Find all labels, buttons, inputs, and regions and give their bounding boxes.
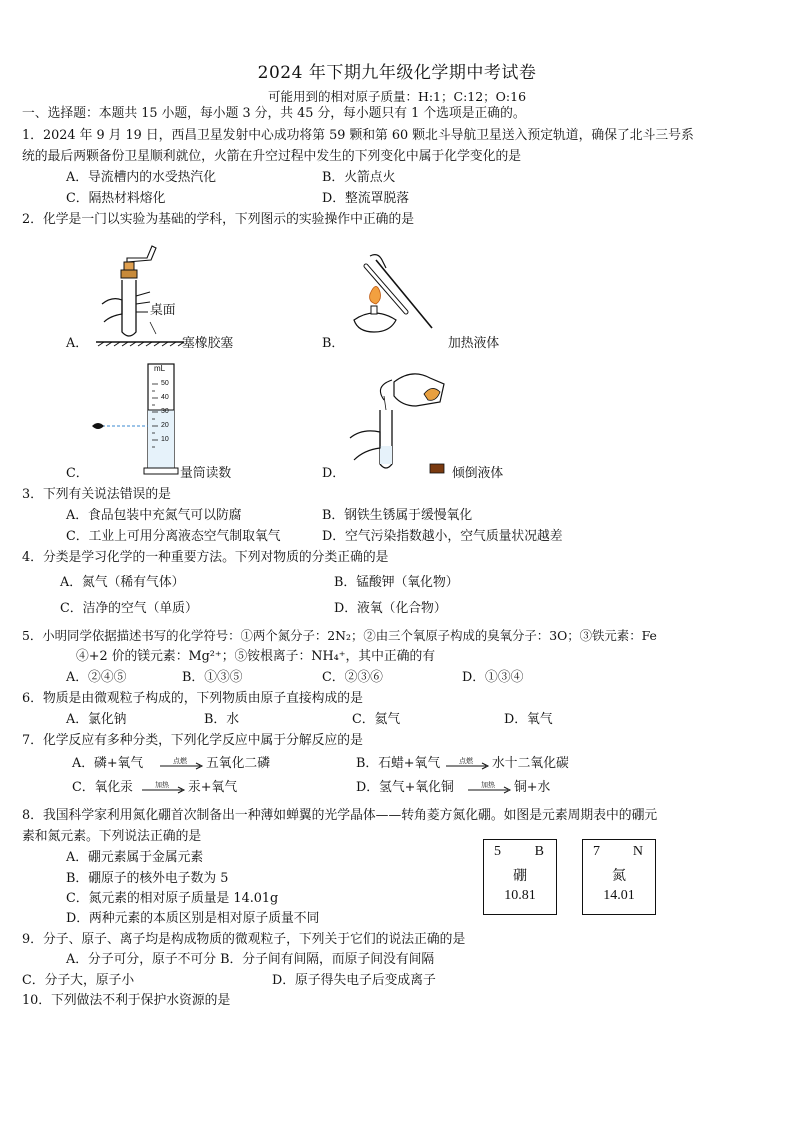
q5-option-a: A．②④⑤: [66, 670, 127, 685]
boron-atomic-number: 5: [494, 844, 501, 859]
section-heading: 一、选择题：本题共 15 小题，每小题 3 分，共 45 分，每小题只有 1 个选项是正确的。: [22, 106, 526, 121]
q8-option-a: A．硼元素属于金属元素: [66, 850, 204, 865]
q6-option-d: D．氧气: [504, 712, 553, 727]
q7-option-d-right: 铜+水: [514, 780, 551, 795]
q1-option-a: A．导流槽内的水受热汽化: [66, 170, 217, 185]
q7-a-condition: 点燃: [173, 757, 187, 765]
stopper-tube-illustration: [94, 236, 184, 346]
q1-option-c: C．隔热材料熔化: [66, 191, 166, 206]
q3-option-d: D．空气污染指数越小，空气质量状况越差: [322, 529, 563, 544]
q3-stem: 3．下列有关说法错误的是: [22, 487, 171, 502]
q4-option-a: A．氮气（稀有气体）: [60, 575, 185, 590]
cylinder-tick-30: 30: [161, 408, 169, 415]
pouring-liquid-illustration: [344, 366, 454, 478]
cylinder-tick-20: 20: [161, 422, 169, 429]
q7-stem: 7．化学反应有多种分类，下列化学反应中属于分解反应的是: [22, 733, 363, 748]
q8-option-b: B．硼原子的核外电子数为 5: [66, 871, 229, 886]
q5-option-b: B．①③⑤: [182, 670, 243, 685]
q2-option-c-letter: C．: [66, 466, 89, 481]
q6-option-b: B．水: [204, 712, 239, 727]
q4-option-d: D．液氧（化合物）: [334, 601, 447, 616]
q7-b-arrow: [444, 756, 490, 772]
nitrogen-atomic-mass: 14.01: [603, 888, 635, 903]
q2-option-d-letter: D．: [322, 466, 346, 481]
cylinder-tick-10: 10: [161, 436, 169, 443]
q7-option-b-left: B．石蜡+氧气: [356, 756, 441, 771]
desk-label: 桌面: [150, 303, 176, 318]
q4-option-b: B．锰酸钾（氧化物）: [334, 575, 459, 590]
cylinder-tick-50: 50: [161, 380, 169, 387]
heating-liquid-illustration: [340, 236, 450, 346]
q7-d-condition: 加热: [481, 781, 495, 789]
q7-d-arrow: [466, 780, 512, 796]
boron-atomic-mass: 10.81: [504, 888, 536, 903]
nitrogen-symbol: N: [632, 844, 643, 859]
q3-option-a: A．食品包装中充氮气可以防腐: [66, 508, 242, 523]
q8-stem-line1: 8．我国科学家利用氮化硼首次制备出一种薄如蝉翼的光学晶体——转角菱方氮化硼。如图是元素周期表中的硼元: [22, 808, 658, 823]
boron-element-card: [483, 839, 557, 915]
nitrogen-element-card: [582, 839, 656, 915]
q4-option-c: C．洁净的空气（单质）: [60, 601, 198, 616]
q2-option-a-letter: A．: [66, 336, 89, 351]
q8-option-c: C．氮元素的相对原子质量是 14.01g: [66, 891, 279, 906]
q9-stem: 9．分子、原子、离子均是构成物质的微观粒子，下列关于它们的说法正确的是: [22, 932, 466, 947]
q1-option-b: B．火箭点火: [322, 170, 396, 185]
q7-option-a-right: 五氧化二磷: [206, 756, 270, 771]
q2-stem: 2．化学是一门以实验为基础的学科，下列图示的实验操作中正确的是: [22, 212, 415, 227]
page-title: 2024 年下期九年级化学期中考试卷: [257, 63, 537, 83]
q4-stem: 4．分类是学习化学的一种重要方法。下列对物质的分类正确的是: [22, 550, 389, 565]
q1-stem-line2: 统的最后两颗备份卫星顺利就位，火箭在升空过程中发生的下列变化中属于化学变化的是: [22, 149, 522, 164]
q7-c-condition: 加热: [155, 781, 169, 789]
q9-option-ab: A．分子可分，原子不可分 B．分子间有间隔，而原子间没有间隔: [66, 952, 435, 967]
cylinder-reading-illustration: [90, 360, 182, 478]
q5-stem-line1: 5．小明同学依据描述书写的化学符号：①两个氮分子：2N₂；②由三个氧原子构成的臭氧分子：3O；③铁元素：Fe: [22, 628, 657, 643]
boron-name: 硼: [513, 869, 527, 884]
cylinder-unit: mL: [154, 364, 166, 373]
q7-option-b-right: 水十二氧化碳: [492, 756, 569, 771]
q10-stem: 10．下列做法不利于保护水资源的是: [22, 993, 231, 1008]
q6-option-c: C．氦气: [352, 712, 401, 727]
q5-option-d: D．①③④: [462, 670, 524, 685]
q3-option-b: B．钢铁生锈属于缓慢氧化: [322, 508, 473, 523]
q1-stem-line1: 1．2024 年 9 月 19 日，西昌卫星发射中心成功将第 59 颗和第 60 颗北斗导航卫星送入预定轨道，确保了北斗三号系: [22, 128, 694, 143]
q2-option-c-label: 量筒读数: [180, 466, 232, 481]
cylinder-tick-40: 40: [161, 394, 169, 401]
q5-option-c: C．②③⑥: [322, 670, 383, 685]
q7-option-d-left: D．氢气+氧化铜: [356, 780, 454, 795]
nitrogen-name: 氮: [612, 869, 626, 884]
q2-option-d-label: 倾倒液体: [452, 466, 504, 481]
nitrogen-atomic-number: 7: [593, 844, 600, 859]
q7-option-c-left: C．氧化汞: [72, 780, 133, 795]
q7-b-condition: 点燃: [459, 757, 473, 765]
q7-option-a-left: A．磷+氧气: [72, 756, 144, 771]
q1-option-d: D．整流罩脱落: [322, 191, 410, 206]
q2-option-b-letter: B．: [322, 336, 345, 351]
q7-option-c-right: 汞+氧气: [188, 780, 238, 795]
q7-a-arrow: [158, 756, 204, 772]
q8-option-d: D．两种元素的本质区别是相对原子质量不同: [66, 911, 320, 926]
q9-option-c: C．分子大，原子小: [22, 973, 135, 988]
q6-option-a: A．氯化钠: [66, 712, 127, 727]
q8-stem-line2: 素和氮元素。下列说法正确的是: [22, 829, 202, 844]
boron-symbol: B: [534, 844, 544, 859]
q5-stem-line2: ④+2 价的镁元素：Mg²⁺；⑤铵根离子：NH₄⁺，其中正确的有: [76, 649, 436, 664]
q3-option-c: C．工业上可用分离液态空气制取氧气: [66, 529, 281, 544]
q9-option-d: D．原子得失电子后变成离子: [272, 973, 436, 988]
q2-option-b-label: 加热液体: [448, 336, 500, 351]
q7-c-arrow: [140, 780, 186, 796]
q6-stem: 6．物质是由微观粒子构成的，下列物质由原子直接构成的是: [22, 691, 363, 706]
q2-option-a-label: 塞橡胶塞: [182, 336, 234, 351]
atomic-mass-note: 可能用到的相对原子质量：H:1；C:12；O:16: [267, 89, 527, 104]
